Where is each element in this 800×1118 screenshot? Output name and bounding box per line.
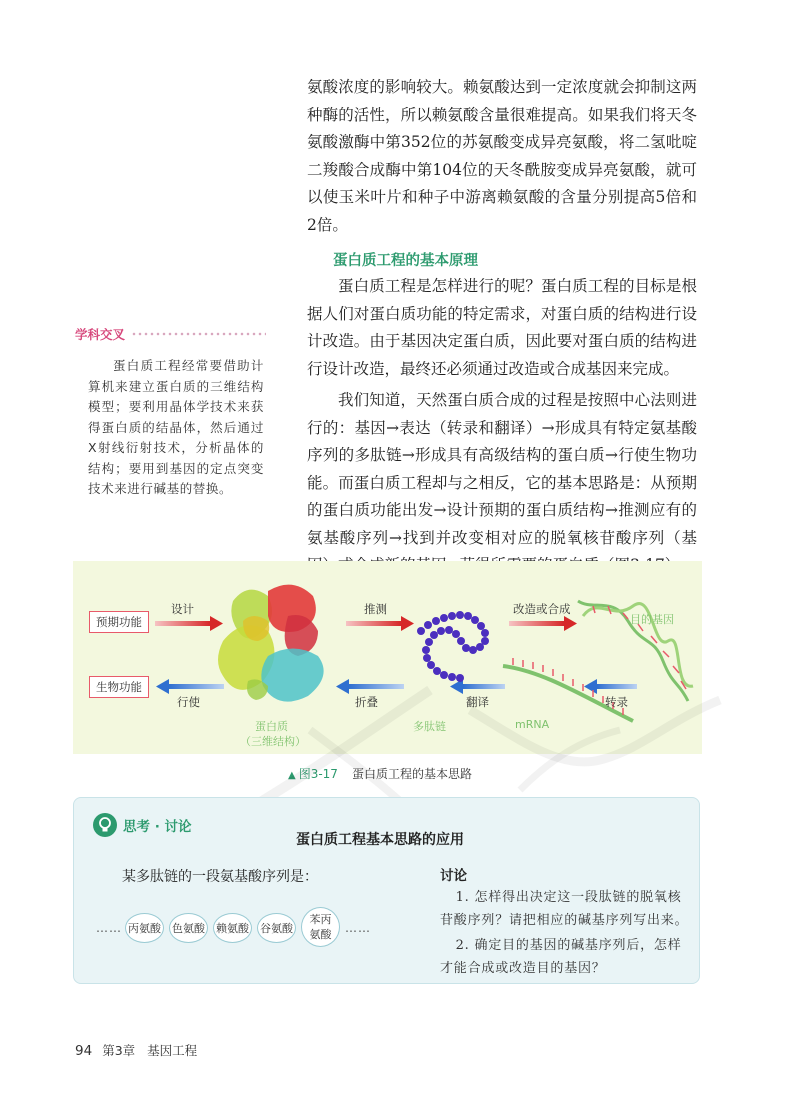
main-paragraph-1 [307,74,697,239]
label-modify: 改造或合成 [513,602,571,616]
sidebar-title: 学科交叉 [75,327,126,342]
label-protein: 蛋白质 [255,720,288,733]
label-use: 行使 [177,695,200,709]
arrow-use [156,679,224,694]
arrow-infer [346,616,414,631]
label-infer: 推测 [364,602,387,616]
discussion-title: 讨论 [440,868,467,884]
arrow-modify [509,616,577,631]
paragraph-text: 氨酸浓度的影响较大。赖氨酸达到一定浓度就会抑制这两种酶的活性，所以赖氨酸含量很难提高。如果我们将天冬氨酸激酶中第352位的苏氨酸变成异亮氨酸，将二氢吡啶二羧酸合成酶中第104位的天冬酰胺变成异亮氨酸，就可以使玉米叶片和种子中游离赖氨酸的含量分别提高5倍和2倍。 [307,78,697,234]
box-expected-function: 预期功能 [89,611,149,633]
label-mrna: mRNA [515,718,550,731]
chain-dots-right: …… [345,921,371,935]
amino-acid-5: 苯丙氨酸 [301,907,340,947]
label-polypeptide: 多肽链 [413,720,446,733]
label-translate: 翻译 [466,695,489,709]
paragraph-text: 我们知道，天然蛋白质合成的过程是按照中心法则进行的：基因→表达（转录和翻译）→形成具有特定氨基酸序列的多肽链→形成具有高级结构的蛋白质→行使生物功能。而蛋白质工程却与之相反，它的基本思路是：从预期的蛋白质功能出发→设计预期的蛋白质结构→推测应有的氨基酸序列→找到并改变相对应的脱氧核苷酸序列（基 [307,391,697,547]
label-design: 设计 [171,602,194,616]
paragraph-text: 蛋白质工程是怎样进行的呢？蛋白质工程的目标是根据人们对蛋白质功能的特定需求，对蛋白质的结构进行设计改造。由于基因决定蛋白质，因此要对蛋白质的结构进行设计改造，最终还必须通过改造或合成基因来完成。 [307,277,697,378]
chapter-title: 基因工程 [147,1043,198,1058]
sidebar-body: 蛋白质工程经常要借助计算机来建立蛋白质的三维结构模型；要利用晶体学技术来获得蛋白质的结晶体，然后通过X射线衍射技术，分析晶体的结构；要用到基因的定点突变技术来进行碱基的替换。 [88,358,264,496]
sidebar-dot-divider [131,331,266,337]
label-fold: 折叠 [355,695,378,709]
discussion-questions [440,886,695,980]
label-target-gene: 目的基因 [630,613,674,626]
chain-dots-left: …… [96,921,122,935]
box-biological-function: 生物功能 [89,676,149,698]
label-protein-sub: （三维结构） [240,735,306,748]
chapter-number: 第3章 [102,1043,136,1058]
arrow-design [155,616,223,631]
amino-acid-1: 丙氨酸 [125,913,164,943]
amino-acid-chain [96,913,371,943]
section-heading: 蛋白质工程的基本原理 [333,253,478,269]
caption-number: 图3-17 [298,767,338,781]
amino-acid-3: 赖氨酸 [213,913,252,943]
lightbulb-icon [93,813,117,837]
amino-acid-4: 谷氨酸 [257,913,296,943]
caption-triangle-icon: ▲ [288,770,296,781]
main-paragraphs [307,273,697,580]
question-2: 2. 确定目的基因的碱基序列后，怎样才能合成或改造目的基因？ [440,938,682,976]
caption-text: 蛋白质工程的基本思路 [351,767,472,781]
page-footer [75,1041,197,1059]
amino-acid-2: 色氨酸 [169,913,208,943]
think-discuss-title: 蛋白质工程基本思路的应用 [296,832,464,848]
question-1: 1. 怎样得出决定这一段肽链的脱氧核苷酸序列？请把相应的碱基序列写出来。 [440,890,689,928]
think-discuss-label: 思考 · 讨论 [123,819,192,835]
label-transcribe: 转录 [605,695,628,709]
page-number: 94 [75,1043,93,1059]
amino-acid-sequence-prompt: 某多肽链的一段氨基酸序列是： [122,869,318,885]
